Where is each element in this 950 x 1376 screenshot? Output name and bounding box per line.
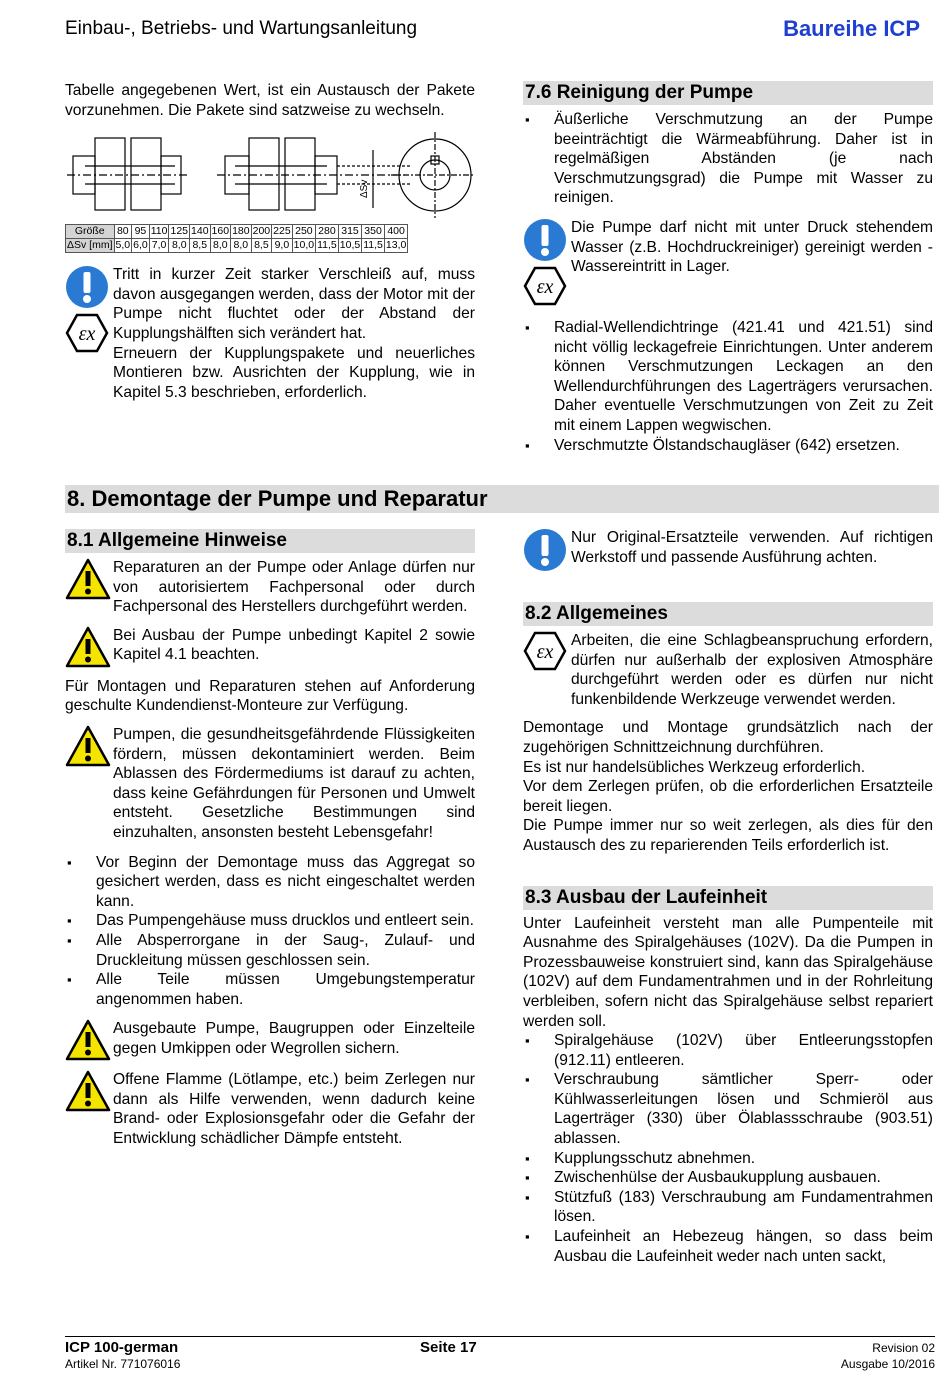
table-cell: 8,5 [251, 239, 272, 253]
list-item: ▪ Spiralgehäuse (102V) über Entleerungsstopfen (912.11) entleeren. [523, 1031, 933, 1070]
table-cell: 9,0 [272, 239, 293, 253]
list-item: ▪ Verschraubung sämtlicher Sperr- oder Kühlwasserleitungen lösen und Schmieröl aus Lagerträger (330) über Ölablassschraube (903.51) ablassen. [523, 1070, 933, 1148]
warning-text: Offene Flamme (Lötlampe, etc.) beim Zerlegen nur dann als Hilfe verwenden, wenn dadurch keine Brand- oder Explosionsgefahr oder die Gefahr der Entwicklung schädlicher Dämpfe entsteht. [113, 1071, 475, 1148]
table-cell: 180 [232, 225, 250, 238]
ex-protection-icon [523, 266, 567, 306]
coupling-diagram [65, 128, 475, 220]
warning-text: Reparaturen an der Pumpe oder Anlage dürfen nur von autorisiertem Fachpersonal oder durch Fachpersonal des Herstellers durchgeführt werden. [113, 559, 475, 616]
coupling-spec-table [65, 224, 408, 253]
footer-article: Artikel Nr. 771076016 [65, 1357, 181, 1371]
warning-note [65, 725, 475, 843]
warning-text: Bei Ausbau der Pumpe unbedingt Kapitel 2 sowie Kapitel 4.1 beachten. [113, 626, 475, 664]
table-cell: 400 [384, 225, 407, 239]
wear-note-text: Tritt in kurzer Zeit starker Verschleiß auf, muss davon ausgegangen werden, dass der Motor mit der Pumpe nicht fluchtet oder der Abstand der Kupplungshälften sich verändert hat. [113, 266, 475, 342]
section-8-3-heading: 8.3 Ausbau der Laufeinheit [523, 886, 933, 910]
table-cell: 280 [316, 225, 339, 239]
table-cell: 315 [338, 225, 361, 239]
table-cell: 8,0 [210, 239, 231, 253]
warning-note [65, 558, 475, 617]
list-item: ▪ Alle Absperrorgane in der Saug-, Zulauf- und Druckleitung müssen geschlossen sein. [65, 931, 475, 970]
table-cell: 95 [132, 225, 150, 239]
wear-note-text-2: Erneuern der Kupplungspakete und neuerliches Montieren bzw. Ausrichten der Kupplung, wie in Kapitel 5.3 beschrieben, erforderlich. [113, 344, 475, 401]
header-title: Einbau-, Betriebs- und Wartungsanleitung [65, 18, 418, 39]
right-bottom-column [523, 528, 933, 1266]
ex-protection-icon [65, 313, 109, 353]
table-row [66, 239, 408, 253]
list-item: ▪ Stützfuß (183) Verschraubung am Fundamentrahmen lösen. [523, 1188, 933, 1227]
table-row-label: ΔSv [mm] [67, 239, 113, 252]
list-item: ▪ Das Pumpengehäuse muss drucklos und entleert sein. [65, 911, 475, 931]
table-cell: 13,0 [385, 239, 407, 252]
table-cell: 5,0 [115, 239, 131, 252]
warning-note [65, 1019, 475, 1061]
section-7-6-heading: 7.6 Reinigung der Pumpe [523, 81, 933, 105]
list-item: ▪ Laufeinheit an Hebezeug hängen, so dass beim Ausbau die Laufeinheit weder nach unten sackt, [523, 1227, 933, 1266]
table-cell: 8,0 [169, 239, 190, 253]
table-cell: 80 [114, 225, 132, 239]
paragraph: Unter Laufeinheit versteht man alle Pumpenteile mit Ausnahme des Spiralgehäuses (102V). Da die Pumpen in Prozessbauweise konstruiert sind, kann das Spiralgehäuse (102V) auf dem Fundamentrahmen und in der Rohrleitung verbleiben, sofern nicht das Spiralgehäuse selbst repariert werden soll. [523, 914, 933, 1030]
footer-revision: Revision 02 [872, 1341, 935, 1355]
footer-page: Seite 17 [420, 1339, 477, 1356]
table-cell: 160 [211, 225, 230, 238]
table-cell: 200 [252, 225, 271, 238]
ex-note [523, 631, 933, 709]
list-item: ▪ Verschmutzte Ölstandschaugläser (642) ersetzen. [523, 436, 933, 456]
list-item: ▪ Kupplungsschutz abnehmen. [523, 1149, 933, 1169]
footer-doc-id: ICP 100-german [65, 1339, 179, 1356]
section-8-heading: 8. Demontage der Pumpe und Reparatur [65, 485, 939, 513]
cleaning-note-text: Die Pumpe darf nicht mit unter Druck stehendem Wasser (z.B. Hochdruckreiniger) gereinigt werden - Wassereintritt in Lager. [571, 218, 933, 276]
paragraph: Vor dem Zerlegen prüfen, ob die erforderlichen Ersatzteile bereit liegen. [523, 778, 933, 815]
list-item: ▪ Äußerliche Verschmutzung an der Pumpe beeinträchtigt die Wärmeabführung. Daher ist in regelmäßigen Abständen (je nach Verschmutzungsgrad) die Pumpe mit Wasser zu reinigen. [523, 110, 933, 208]
warning-text: Pumpen, die gesundheitsgefährdende Flüssigkeiten fördern, müssen dekontaminiert werden. Beim Ablassen des Fördermediums ist darauf zu achten, dass keine Gefährdungen für Personen und Umwelt entsteht. Gesetzliche Bestimmungen sind einzuhalten, ansonsten besteht Lebensgefahr! [113, 725, 475, 841]
table-row [66, 225, 408, 239]
table-cell: 11,5 [317, 239, 337, 252]
warning-text: Ausgebaute Pumpe, Baugruppen oder Einzelteile gegen Umkippen oder Wegrollen sichern. [113, 1020, 475, 1057]
warning-icon [65, 558, 111, 600]
table-cell: 10,5 [339, 239, 361, 252]
cleaning-note [523, 218, 933, 306]
list-item: ▪ Zwischenhülse der Ausbaukupplung ausbauen. [523, 1168, 933, 1188]
footer-divider [65, 1336, 935, 1337]
info-icon [65, 265, 109, 309]
paragraph: Demontage und Montage grundsätzlich nach der zugehörigen Schnittzeichnung durchführen. [523, 719, 933, 756]
section-8-1-heading: 8.1 Allgemeine Hinweise [65, 529, 475, 553]
table-cell: 10,0 [293, 239, 315, 252]
paragraph: Die Pumpe immer nur so weit zerlegen, als dies für den Austausch des zu reparierenden Teils erforderlich ist. [523, 817, 933, 854]
section-8-1 [65, 529, 475, 1149]
warning-icon [65, 725, 111, 767]
ex-protection-icon [523, 631, 567, 671]
table-row-label: Größe [66, 225, 115, 239]
spare-parts-note [523, 528, 933, 572]
ex-note-text: Arbeiten, die eine Schlagbeanspruchung erfordern, dürfen nur außerhalb der explosiven Atmosphäre durchgeführt werden oder es dürfen nur nicht funkenbildende Werkzeuge verwendet werden. [571, 632, 933, 708]
table-cell: 11,5 [363, 239, 383, 252]
table-cell: 6,0 [133, 239, 148, 252]
list-item: ▪ Alle Teile müssen Umgebungstemperatur angenommen haben. [65, 970, 475, 1009]
footer-edition: Ausgabe 10/2016 [840, 1357, 935, 1371]
table-cell: 140 [191, 225, 209, 238]
info-icon [523, 528, 567, 572]
table-cell: 8,0 [231, 239, 252, 253]
warning-icon [65, 1070, 111, 1112]
paragraph: Es ist nur handelsübliches Werkzeug erforderlich. [523, 758, 866, 776]
wear-note [65, 265, 475, 402]
table-cell: 8,5 [190, 239, 211, 253]
info-icon [523, 218, 567, 262]
list-item: ▪ Radial-Wellendichtringe (421.41 und 421.51) sind nicht völlig leckagefreie Einrichtungen. Unter anderem können Verschmutzungen Leckagen an den Wellendurchführungen des Lagerträgers verursachen. Daher eventuelle Verschmutzungen von Zeit zu Zeit mit einem Lappen wegwischen. [523, 318, 933, 436]
delta-sv-label: ΔSv [359, 179, 370, 199]
table-cell: 125 [170, 225, 189, 238]
warning-icon [65, 1019, 111, 1061]
svg-text:εx: εx [78, 323, 96, 346]
warning-note [65, 1070, 475, 1148]
series-title: Baureihe ICP [783, 16, 920, 41]
left-top-column [65, 81, 475, 402]
service-text: Für Montagen und Reparaturen stehen auf Anforderung geschulte Kundendienst-Monteure zur Verfügung. [65, 677, 475, 715]
table-cell: 350 [362, 225, 385, 239]
table-cell: 250 [292, 225, 315, 239]
table-cell: 225 [273, 225, 291, 238]
table-cell: 110 [150, 225, 168, 238]
spare-parts-text: Nur Original-Ersatzteile verwenden. Auf richtigen Werkstoff und passende Ausführung achten. [571, 529, 933, 566]
warning-icon [65, 626, 111, 668]
table-cell: 7,0 [149, 239, 169, 253]
section-8-2-heading: 8.2 Allgemeines [523, 602, 933, 626]
intro-text: Tabelle angegebenen Wert, ist ein Austausch der Pakete vorzunehmen. Die Pakete sind satzweise zu wechseln. [65, 82, 475, 119]
list-item: ▪ Vor Beginn der Demontage muss das Aggregat so gesichert werden, dass es nicht eingeschaltet werden kann. [65, 853, 475, 912]
svg-text:εx: εx [536, 641, 554, 663]
section-7-6 [523, 81, 933, 455]
svg-text:εx: εx [536, 275, 554, 298]
warning-note [65, 626, 475, 668]
